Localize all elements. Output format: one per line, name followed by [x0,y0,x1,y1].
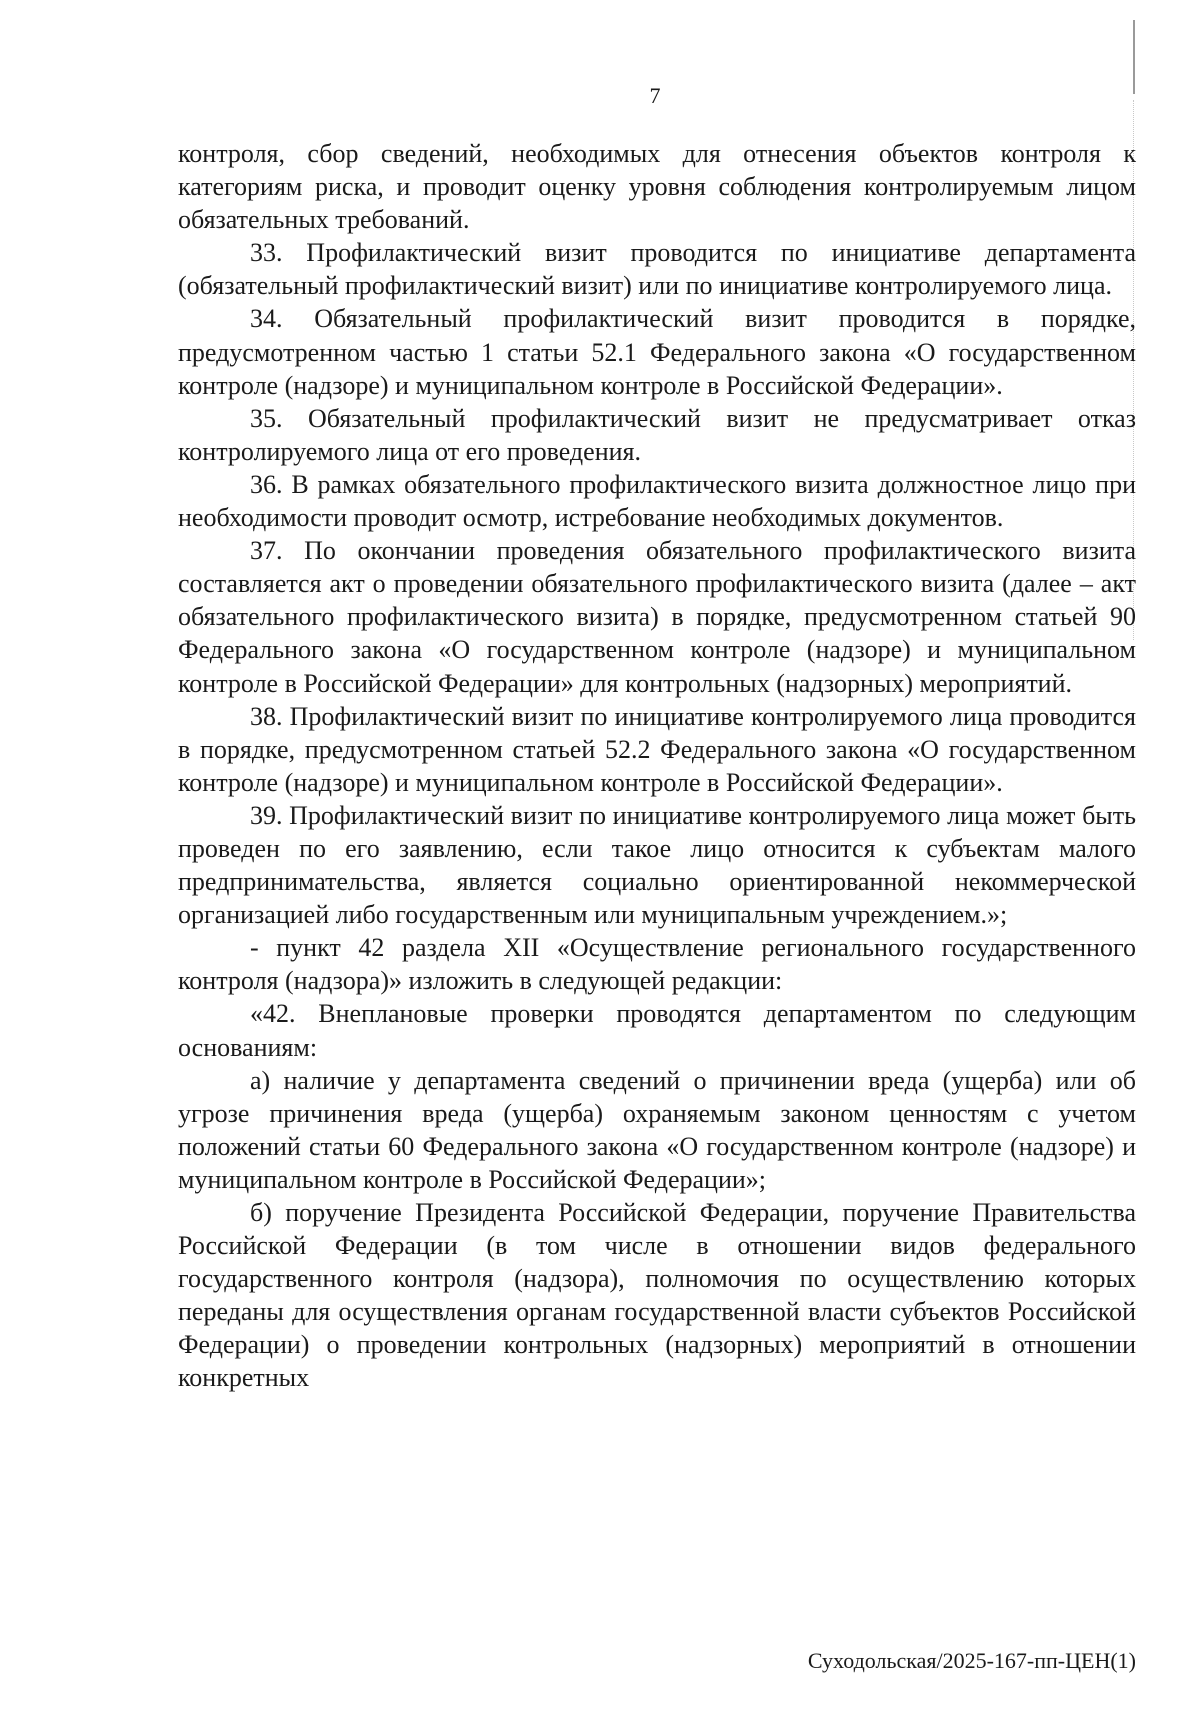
subparagraph-b: б) поручение Президента Российской Федерации, поручение Правительства Российской Федерации (в том числе в отношении видов федерального государственного контроля (надзора), полномочия по осуществлению которых переданы для осуществления органам государственной власти субъектов Российской Федерации) о проведении контрольных (надзорных) мероприятий в отношении конкретных [178,1198,1136,1393]
document-body [178,137,1136,1395]
paragraph-34: 34. Обязательный профилактический визит проводится в порядке, предусмотренном частью 1 статьи 52.1 Федерального закона «О государственном контроле (надзоре) и муниципальном контроле в Российской Федерации». [178,304,1136,400]
paragraph-38: 38. Профилактический визит по инициативе контролируемого лица проводится в порядке, предусмотренном статьей 52.2 Федерального закона «О государственном контроле (надзоре) и муниципальном контроле в Российской Федерации». [178,701,1136,797]
paragraph-39: 39. Профилактический визит по инициативе контролируемого лица может быть проведен по его заявлению, если такое лицо относится к субъектам малого предпринимательства, является социально ориентированной некоммерческой организацией либо государственным или муниципальным учреждением.»; [178,800,1136,930]
paragraph-37: 37. По окончании проведения обязательного профилактического визита составляется акт о проведении обязательного профилактического визита (далее – акт обязательного профилактического визита) в порядке, предусмотренном статьей 90 Федерального закона «О государственном контроле (надзоре) и муниципальном контроле в Российской Федерации» для контрольных (надзорных) мероприятий. [178,536,1136,698]
document-footer-code: Суходольская/2025-167-пп-ЦЕН(1) [807,1648,1136,1673]
paragraph-35: 35. Обязательный профилактический визит не предусматривает отказ контролируемого лица от его проведения. [178,403,1136,466]
paragraph-42: «42. Внеплановые проверки проводятся департаментом по следующим основаниям: [178,999,1136,1062]
paragraph-36: 36. В рамках обязательного профилактического визита должностное лицо при необходимости проводит осмотр, истребование необходимых документов. [178,469,1136,533]
page-number: 7 [649,83,661,108]
scan-edge-mark [1133,20,1135,94]
paragraph-33: 33. Профилактический визит проводится по инициативе департамента (обязательный профилактический визит) или по инициативе контролируемого лица. [178,238,1136,301]
amendment-clause-42: - пункт 42 раздела XII «Осуществление регионального государственного контроля (надзора)» изложить в следующей редакции: [178,933,1136,996]
subparagraph-a: а) наличие у департамента сведений о причинении вреда (ущерба) или об угрозе причинения вреда (ущерба) охраняемым законом ценностям с учетом положений статьи 60 Федерального закона «О государственном контроле (надзоре) и муниципальном контроле в Российской Федерации»; [178,1065,1136,1194]
paragraph-continuation: контроля, сбор сведений, необходимых для отнесения объектов контроля к категориям риска, и проводит оценку уровня соблюдения контролируемым лицом обязательных требований. [178,139,1136,235]
